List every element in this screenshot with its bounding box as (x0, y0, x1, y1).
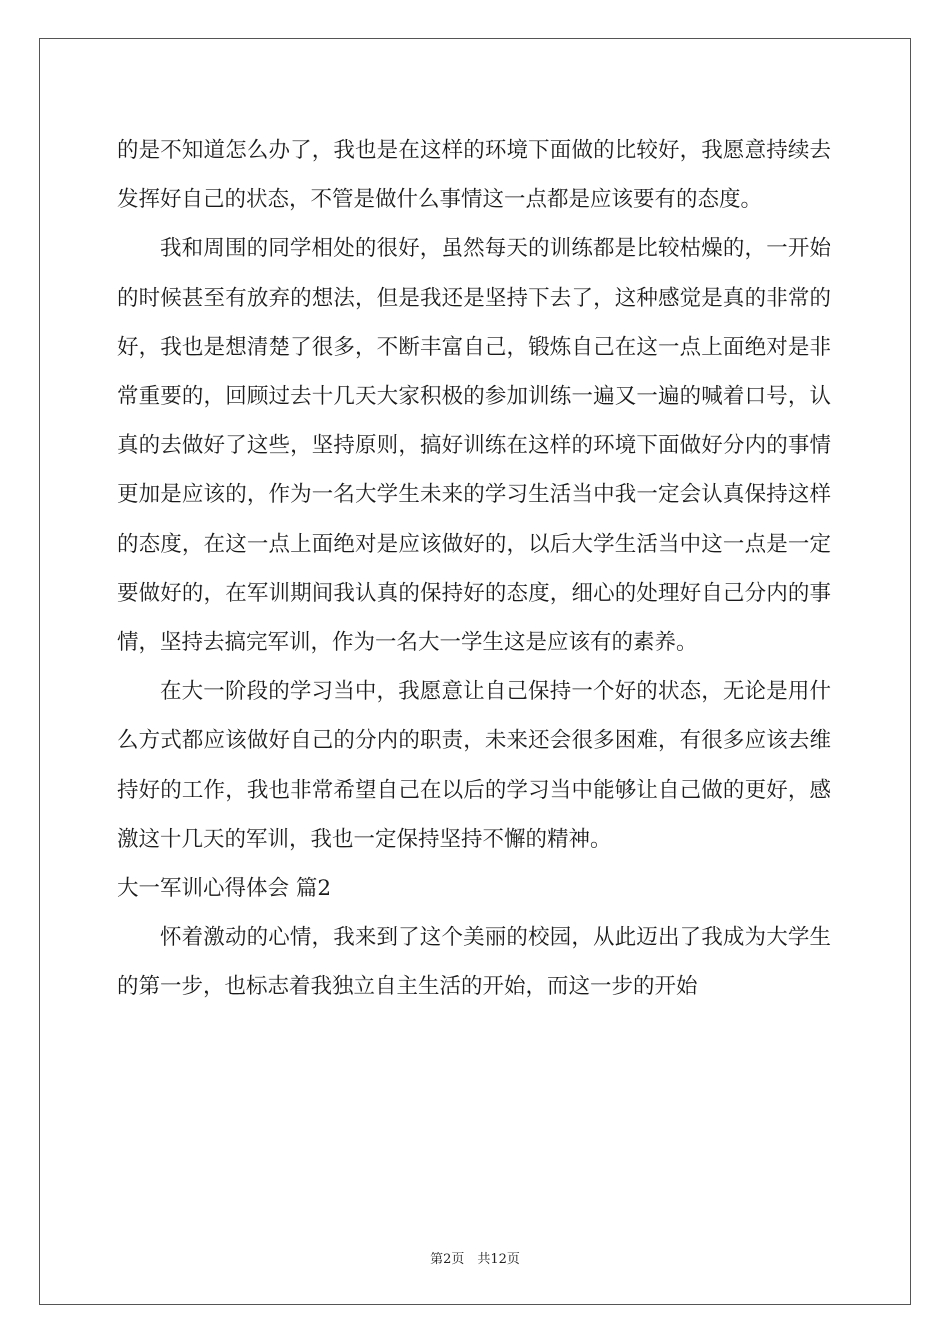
paragraph: 我和周围的同学相处的很好，虽然每天的训练都是比较枯燥的，一开始的时候甚至有放弃的想法，但是我还是坚持下去了，这种感觉是真的非常的好，我也是想清楚了很多，不断丰富自己，锻炼自己在这一点上面绝对是非常重要的，回顾过去十几天大家积极的参加训练一遍又一遍的喊着口号，认真的去做好了这些，坚持原则，搞好训练在这样的环境下面做好分内的事情更加是应该的，作为一名大学生未来的学习生活当中我一定会认真保持这样的态度，在这一点上面绝对是应该做好的，以后大学生活当中这一点是一定要做好的，在军训期间我认真的保持好的态度，细心的处理好自己分内的事情，坚持去搞完军训，作为一名大一学生这是应该有的素养。 (117, 236, 831, 656)
document-body (117, 126, 831, 1012)
paragraph-continuation: 的是不知道怎么办了，我也是在这样的环境下面做的比较好，我愿意持续去发挥好自己的状态，不管是做什么事情这一点都是应该要有的态度。 (117, 138, 831, 213)
paragraph: 在大一阶段的学习当中，我愿意让自己保持一个好的状态，无论是用什么方式都应该做好自己的分内的职责，未来还会很多困难，有很多应该去维持好的工作，我也非常希望自己在以后的学习当中能够让自己做的更好，感激这十几天的军训，我也一定保持坚持不懈的精神。 (117, 679, 831, 852)
paragraph: 怀着激动的心情，我来到了这个美丽的校园，从此迈出了我成为大学生的第一步，也标志着我独立自主生活的开始，而这一步的开始 (117, 925, 831, 1000)
section-heading: 大一军训心得体会 篇2 (117, 876, 332, 902)
page-number-footer: 第2页 共12页 (430, 1252, 520, 1267)
